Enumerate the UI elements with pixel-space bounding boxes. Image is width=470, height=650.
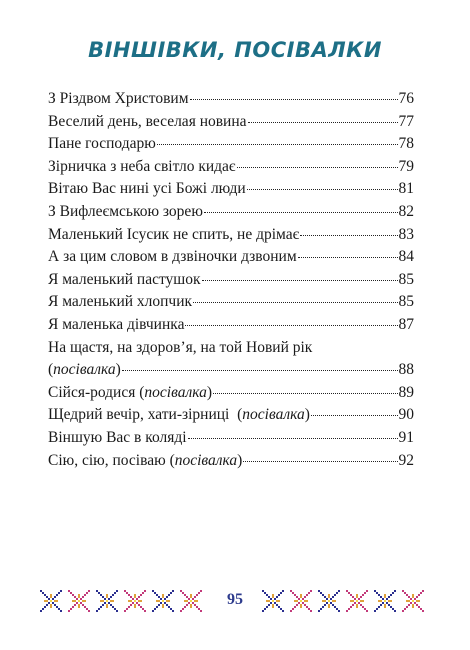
ornament-stitch	[408, 596, 410, 598]
entry-title: Я маленький хлопчик	[48, 293, 193, 311]
dot-leader	[237, 167, 398, 168]
toc-entry[interactable]	[48, 382, 414, 405]
ornament-stitch	[356, 594, 358, 596]
ornament-stitch	[292, 608, 294, 610]
ornament-stitch	[392, 592, 394, 594]
ornament-stitch	[324, 604, 326, 606]
section-title: ВІНШІВКИ, ПОСІВАЛКИ	[88, 38, 382, 62]
ornament-stitch	[364, 608, 366, 610]
ornament-stitch	[172, 610, 174, 612]
entry-second-line	[48, 359, 414, 382]
dot-leader	[247, 189, 398, 190]
ornament-stitch	[412, 600, 414, 602]
dot-leader	[300, 235, 397, 236]
dot-leader	[157, 144, 398, 145]
dot-leader	[248, 122, 398, 123]
ornament-stitch	[330, 598, 332, 600]
ornament-stitch	[270, 598, 272, 600]
entry-title: Зірничка з неба світло кидає	[48, 157, 236, 175]
entry-page: 76	[398, 90, 414, 107]
ornament-stitch	[416, 604, 418, 606]
ornament-stitch	[410, 598, 412, 600]
ornament-stitch	[280, 592, 282, 594]
ornament-stitch	[306, 594, 308, 596]
entry-title: А за цим словом в дзвіночки дзвоним	[48, 248, 297, 266]
toc-entry[interactable]	[48, 133, 414, 156]
entry-page: 84	[398, 248, 414, 266]
table-of-contents	[48, 88, 414, 472]
toc-entry[interactable]	[48, 404, 414, 427]
ornament-stitch	[328, 600, 330, 602]
ornament-stitch	[272, 600, 274, 602]
ornament-stitch	[380, 600, 382, 602]
ornament-stitch	[422, 610, 424, 612]
ornament-stitch	[320, 592, 322, 594]
ornament-stitch	[352, 600, 354, 602]
ornament-stitch	[366, 590, 368, 592]
entry-page: 90	[398, 406, 414, 424]
ornament-stitch	[328, 604, 330, 606]
ornament-stitch	[348, 608, 350, 610]
ornament-stitch	[418, 606, 420, 608]
ornament-stitch	[336, 592, 338, 594]
ornament-stitch	[124, 610, 126, 612]
ornament-stitch	[300, 600, 302, 602]
entry-note: посівалка	[53, 361, 116, 379]
ornament-stitch	[320, 608, 322, 610]
ornament-stitch	[262, 590, 264, 592]
dot-leader	[190, 99, 398, 100]
ornament-stitch	[380, 596, 382, 598]
ornament-stitch	[304, 600, 306, 602]
ornament-stitch	[306, 606, 308, 608]
ornament-stitch	[276, 604, 278, 606]
ornament-stitch	[364, 592, 366, 594]
ornament-stitch	[300, 606, 302, 608]
ornament-stitch	[412, 606, 414, 608]
entry-page: 89	[398, 383, 414, 401]
entry-page: 81	[398, 180, 414, 198]
ornament-stitch	[366, 610, 368, 612]
dot-leader	[185, 325, 397, 326]
ornament-stitch	[326, 602, 328, 604]
ornament-stitch	[376, 592, 378, 594]
ornament-stitch	[356, 600, 358, 602]
ornament-stitch	[200, 610, 202, 612]
ornament-stitch	[330, 602, 332, 604]
ornament-stitch	[412, 594, 414, 596]
toc-entry[interactable]	[48, 224, 414, 247]
toc-entry[interactable]	[48, 156, 414, 179]
ornament-stitch	[350, 600, 352, 602]
toc-entry[interactable]	[48, 246, 414, 269]
ornament-stitch	[374, 610, 376, 612]
ornament-stitch	[180, 610, 182, 612]
ornament-stitch	[404, 608, 406, 610]
ornament-stitch	[60, 610, 62, 612]
ornament-stitch	[328, 596, 330, 598]
ornament-stitch	[266, 594, 268, 596]
ornament-stitch	[402, 610, 404, 612]
ornament-stitch	[300, 594, 302, 596]
ornament-stitch	[362, 600, 364, 602]
ornament-stitch	[88, 610, 90, 612]
ornament-stitch	[290, 590, 292, 592]
ornament-stitch	[272, 606, 274, 608]
ornament-stitch	[338, 590, 340, 592]
ornament-stitch	[290, 610, 292, 612]
ornament-stitch	[356, 604, 358, 606]
ornament-stitch	[406, 594, 408, 596]
ornament-stitch	[296, 596, 298, 598]
ornament-stitch	[388, 596, 390, 598]
ornament-stitch	[360, 600, 362, 602]
ornament-stitch	[270, 602, 272, 604]
ornament-stitch	[388, 604, 390, 606]
entry-title-wrap: Сію, сію, посіваю (посівалка)	[48, 451, 243, 469]
ornament-stitch	[390, 600, 392, 602]
ornament-stitch	[406, 606, 408, 608]
ornament-stitch	[294, 600, 296, 602]
entry-page: 78	[398, 135, 414, 153]
ornament-stitch	[282, 610, 284, 612]
ornament-stitch	[378, 594, 380, 596]
dot-leader	[202, 280, 398, 281]
ornament-stitch	[348, 592, 350, 594]
ornament-stitch	[308, 592, 310, 594]
toc-entry[interactable]	[48, 291, 414, 314]
ornament-stitch	[332, 600, 334, 602]
ornament-stitch	[294, 594, 296, 596]
ornament-stitch	[308, 608, 310, 610]
ornament-stitch	[360, 596, 362, 598]
ornament-stitch	[324, 600, 326, 602]
ornament-stitch	[384, 594, 386, 596]
page-footer	[0, 588, 470, 614]
ornament-stitch	[402, 590, 404, 592]
ornament-stitch	[332, 604, 334, 606]
dot-leader	[213, 393, 397, 394]
ornament-stitch	[358, 602, 360, 604]
ornament-stitch	[276, 596, 278, 598]
embroidery-ornament-right	[262, 588, 430, 614]
ornament-stitch	[278, 600, 280, 602]
ornament-stitch	[266, 600, 268, 602]
ornament-stitch	[306, 600, 308, 602]
ornament-stitch	[346, 590, 348, 592]
ornament-stitch	[394, 590, 396, 592]
entry-title: Я маленький пастушок	[48, 270, 201, 288]
ornament-stitch	[404, 592, 406, 594]
entry-note: посівалка	[174, 451, 238, 469]
entry-title: Я маленька дівчинка	[48, 315, 185, 333]
ornament-stitch	[302, 602, 304, 604]
ornament-stitch	[414, 598, 416, 600]
toc-entry[interactable]	[48, 88, 414, 111]
ornament-stitch	[144, 610, 146, 612]
ornament-stitch	[420, 608, 422, 610]
entry-title-wrap: Щедрий вечір, хати-зірниці (посівалка)	[48, 406, 310, 424]
entry-page: 82	[398, 202, 414, 220]
ornament-stitch	[296, 600, 298, 602]
entry-title: Веселий день, веселая новина	[48, 112, 247, 130]
ornament-stitch	[386, 602, 388, 604]
ornament-stitch	[334, 606, 336, 608]
ornament-stitch	[352, 596, 354, 598]
ornament-stitch	[304, 596, 306, 598]
toc-entry[interactable]	[48, 314, 414, 337]
ornament-stitch	[298, 598, 300, 600]
toc-entry[interactable]	[48, 178, 414, 201]
ornament-stitch	[376, 608, 378, 610]
ornament-stitch	[414, 602, 416, 604]
toc-entry[interactable]	[48, 427, 414, 450]
ornament-stitch	[322, 594, 324, 596]
ornament-stitch	[384, 606, 386, 608]
ornament-stitch	[338, 610, 340, 612]
ornament-stitch	[382, 598, 384, 600]
ornament-stitch	[268, 596, 270, 598]
ornament-stitch	[390, 606, 392, 608]
ornament-stitch	[96, 610, 98, 612]
toc-entry[interactable]	[48, 337, 414, 382]
ornament-stitch	[300, 596, 302, 598]
ornament-stitch	[374, 590, 376, 592]
ornament-stitch	[304, 604, 306, 606]
ornament-stitch	[310, 590, 312, 592]
ornament-stitch	[392, 608, 394, 610]
ornament-stitch	[274, 602, 276, 604]
ornament-stitch	[378, 600, 380, 602]
entry-title: Вітаю Вас нині усі Божі люди	[48, 180, 246, 198]
ornament-stitch	[406, 600, 408, 602]
ornament-stitch	[152, 610, 154, 612]
ornament-stitch	[408, 600, 410, 602]
ornament-stitch	[302, 598, 304, 600]
ornament-stitch	[422, 590, 424, 592]
entry-page: 79	[398, 157, 414, 175]
entry-title-wrap: Сійся-родися (посівалка)	[48, 383, 213, 401]
toc-entry[interactable]	[48, 201, 414, 224]
dot-leader	[204, 212, 398, 213]
ornament-stitch	[380, 604, 382, 606]
ornament-stitch	[278, 594, 280, 596]
ornament-stitch	[388, 600, 390, 602]
ornament-stitch	[292, 592, 294, 594]
entry-page: 92	[398, 451, 414, 469]
ornament-stitch	[394, 610, 396, 612]
toc-entry[interactable]	[48, 111, 414, 134]
dot-leader	[311, 415, 398, 416]
entry-title: З Різдвом Христовим	[48, 90, 189, 107]
ornament-stitch	[356, 606, 358, 608]
entry-title: Сійся-родися	[48, 383, 136, 401]
ornament-stitch	[354, 602, 356, 604]
ornament-stitch	[272, 604, 274, 606]
ornament-stitch	[384, 596, 386, 598]
dot-leader	[188, 438, 398, 439]
ornament-stitch	[334, 600, 336, 602]
ornament-stitch	[264, 608, 266, 610]
ornament-stitch	[358, 598, 360, 600]
ornament-stitch	[412, 604, 414, 606]
ornament-stitch	[378, 606, 380, 608]
entry-page: 77	[398, 112, 414, 130]
ornament-stitch	[276, 600, 278, 602]
ornament-stitch	[328, 606, 330, 608]
ornament-stitch	[262, 610, 264, 612]
ornament-stitch	[334, 594, 336, 596]
entry-note: посівалка	[144, 383, 207, 401]
ornament-stitch	[294, 606, 296, 608]
ornament-stitch	[322, 600, 324, 602]
ornament-stitch	[318, 610, 320, 612]
entry-title: З Вифлеємською зорею	[48, 202, 203, 220]
entry-page: 85	[398, 293, 414, 311]
ornament-stitch	[296, 604, 298, 606]
ornament-stitch	[354, 598, 356, 600]
entry-note-wrap: (посівалка)	[48, 361, 121, 379]
ornament-stitch	[412, 596, 414, 598]
toc-entry[interactable]	[48, 450, 414, 473]
ornament-stitch	[280, 608, 282, 610]
ornament-stitch	[362, 594, 364, 596]
dot-leader	[298, 257, 398, 258]
ornament-stitch	[268, 600, 270, 602]
ornament-stitch	[332, 596, 334, 598]
ornament-stitch	[282, 590, 284, 592]
entry-page: 87	[398, 315, 414, 333]
dot-leader	[122, 370, 398, 371]
ornament-stitch	[420, 592, 422, 594]
ornament-stitch	[274, 598, 276, 600]
entry-title: Щедрий вечір, хати-зірниці	[48, 406, 230, 424]
entry-page: 88	[398, 361, 414, 379]
ornament-stitch	[416, 600, 418, 602]
ornament-stitch	[268, 604, 270, 606]
ornament-stitch	[298, 602, 300, 604]
entry-page: 85	[398, 270, 414, 288]
page-number: 95	[227, 591, 243, 608]
ornament-stitch	[408, 604, 410, 606]
ornament-stitch	[326, 598, 328, 600]
ornament-stitch	[384, 604, 386, 606]
ornament-stitch	[350, 594, 352, 596]
ornament-stitch	[418, 600, 420, 602]
entry-title: Віншую Вас в коляді	[48, 428, 187, 446]
entry-page: 83	[398, 225, 414, 243]
ornament-stitch	[352, 604, 354, 606]
ornament-stitch	[328, 594, 330, 596]
entry-title: На щастя, на здоров’я, на той Новий рік	[48, 338, 313, 356]
ornament-stitch	[384, 600, 386, 602]
dot-leader	[243, 461, 397, 462]
ornament-stitch	[300, 604, 302, 606]
entry-note: посівалка	[242, 406, 305, 424]
dot-leader	[193, 302, 397, 303]
ornament-stitch	[266, 606, 268, 608]
ornament-stitch	[350, 606, 352, 608]
ornament-stitch	[68, 610, 70, 612]
ornament-stitch	[390, 594, 392, 596]
ornament-stitch	[40, 610, 42, 612]
ornament-stitch	[410, 602, 412, 604]
ornament-stitch	[418, 594, 420, 596]
ornament-stitch	[336, 608, 338, 610]
toc-entry[interactable]	[48, 269, 414, 292]
entry-title: Пане господарю	[48, 135, 156, 153]
ornament-stitch	[324, 596, 326, 598]
ornament-stitch	[386, 598, 388, 600]
ornament-stitch	[416, 596, 418, 598]
ornament-stitch	[360, 604, 362, 606]
entry-title: Сію, сію, посіваю	[48, 451, 166, 469]
ornament-stitch	[310, 610, 312, 612]
ornament-stitch	[278, 606, 280, 608]
ornament-stitch	[346, 610, 348, 612]
ornament-stitch	[362, 606, 364, 608]
entry-title: Маленький Ісусик не спить, не дрімає	[48, 225, 300, 243]
ornament-stitch	[272, 596, 274, 598]
ornament-stitch	[264, 592, 266, 594]
ornament-stitch	[322, 606, 324, 608]
ornament-stitch	[116, 610, 118, 612]
ornament-stitch	[318, 590, 320, 592]
entry-page: 91	[398, 428, 414, 446]
ornament-stitch	[382, 602, 384, 604]
ornament-stitch	[356, 596, 358, 598]
ornament-stitch	[272, 594, 274, 596]
